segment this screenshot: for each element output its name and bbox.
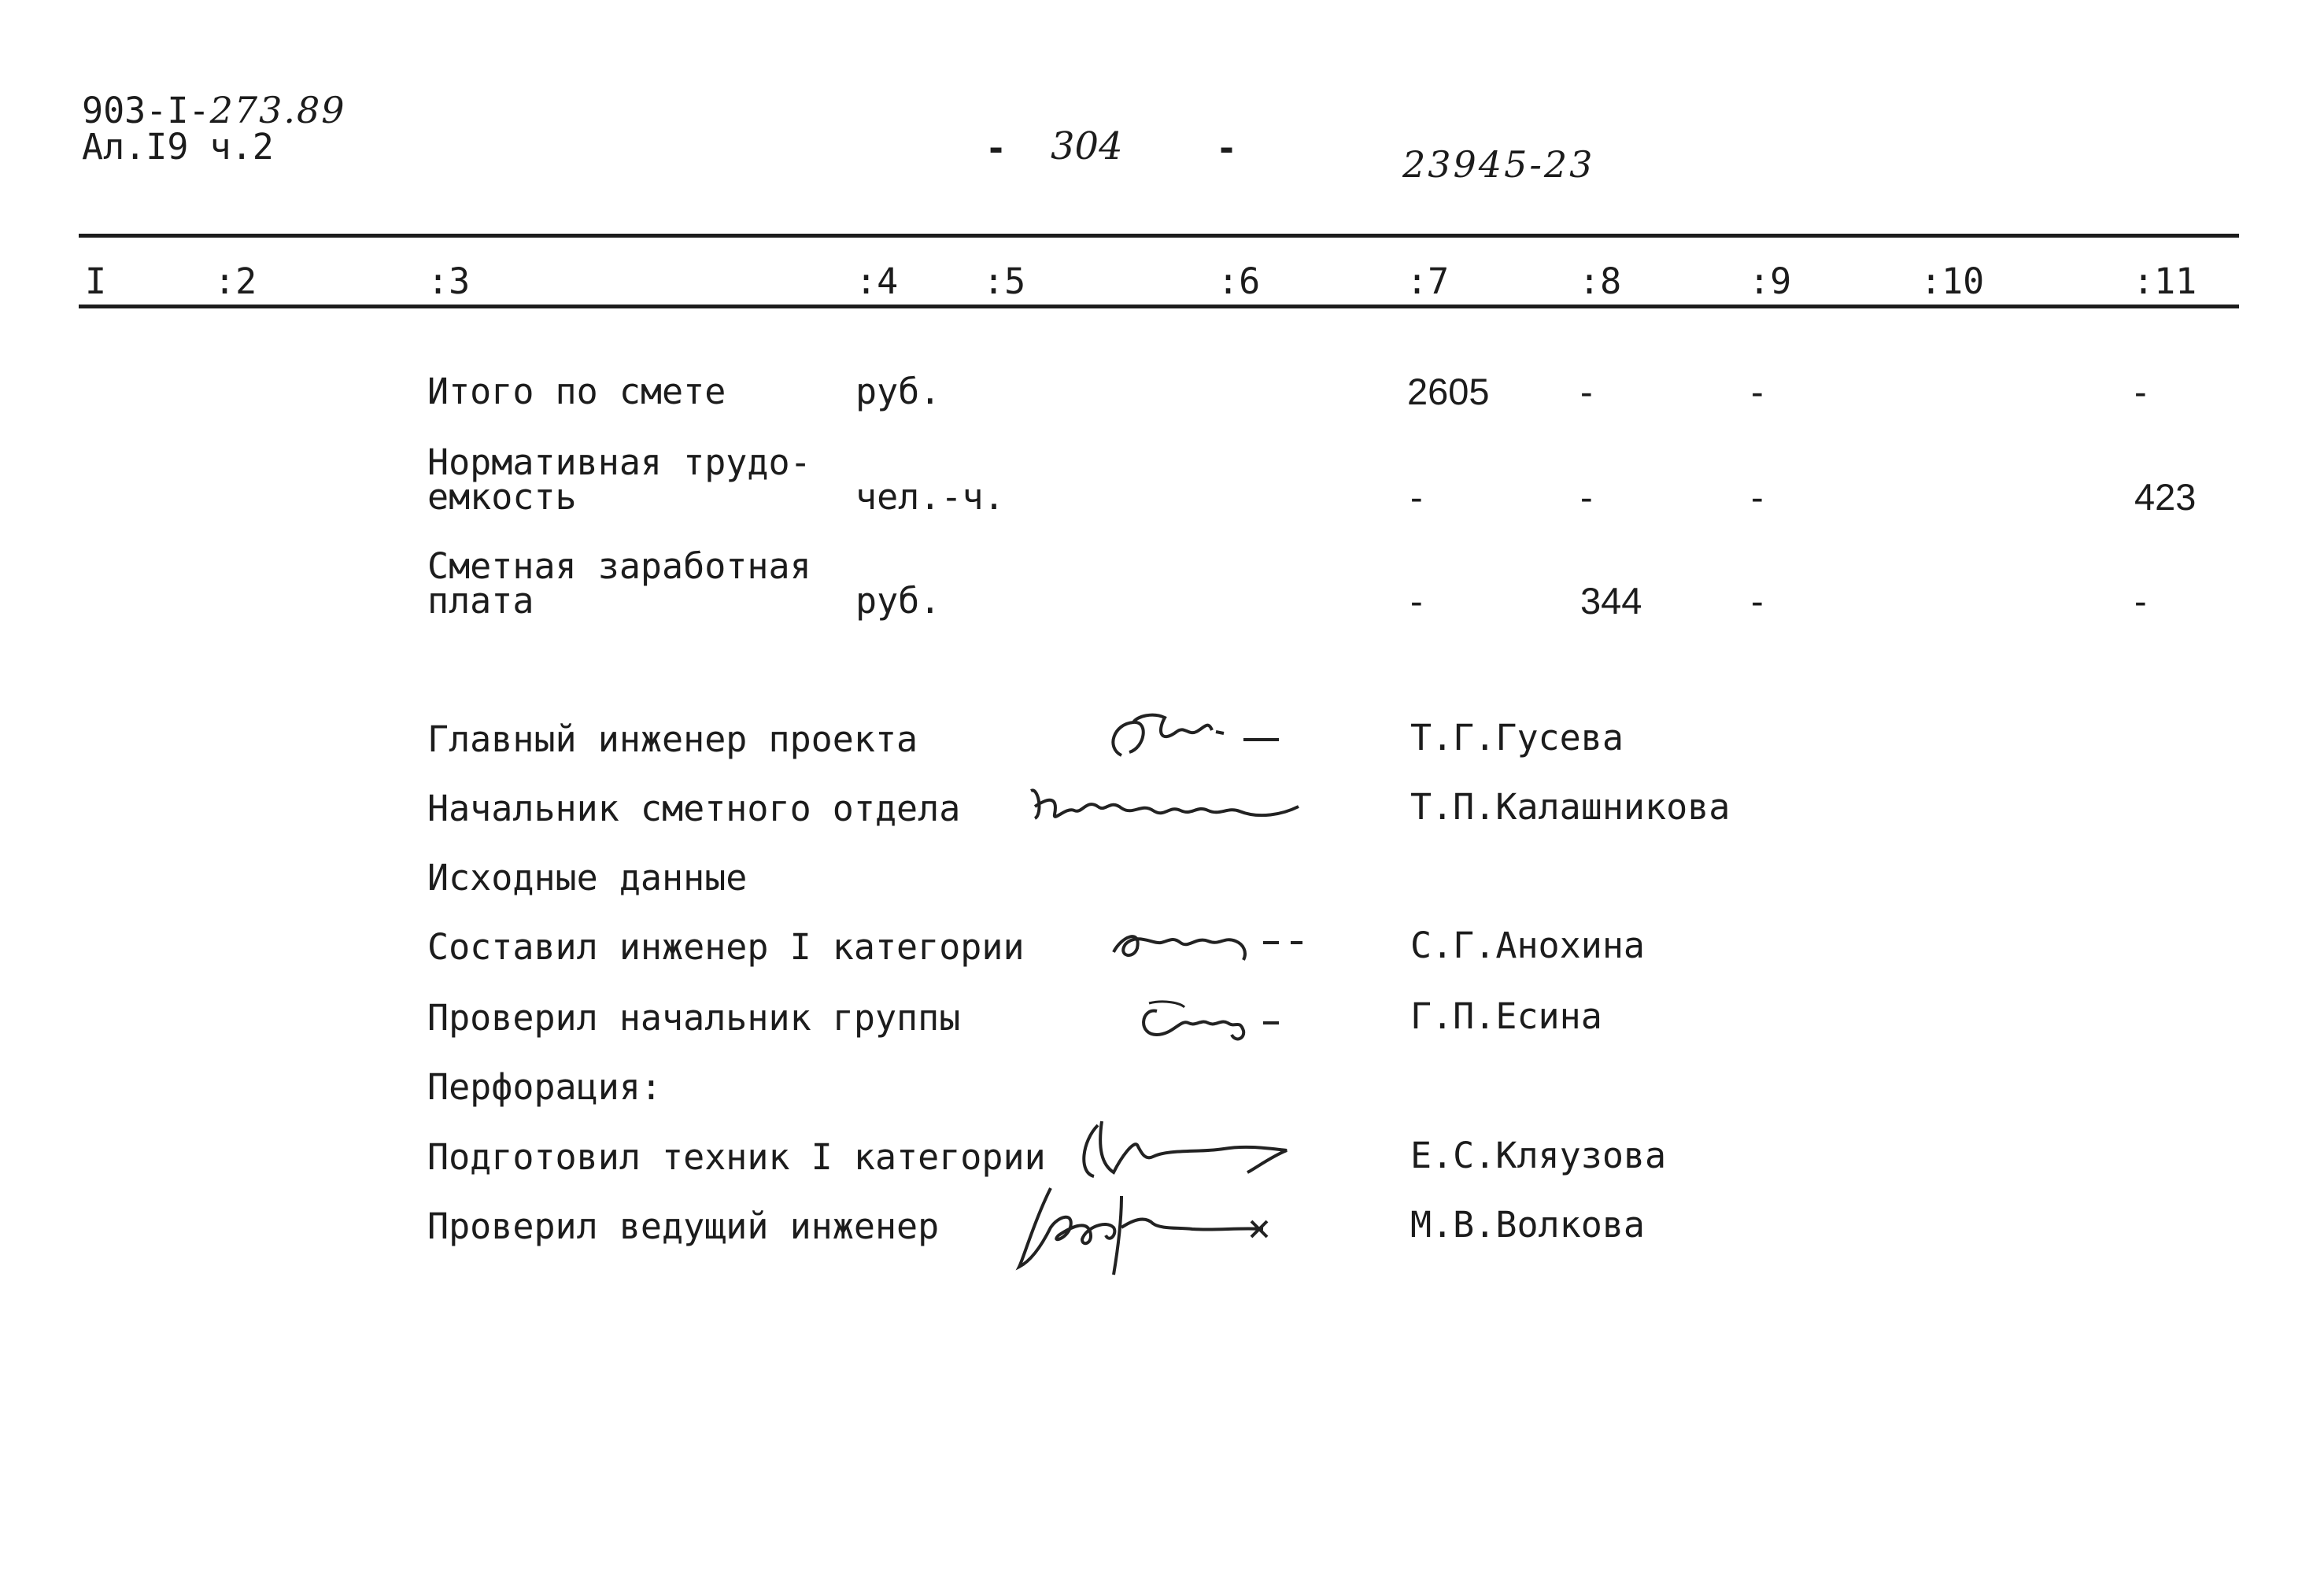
column-5: :5 xyxy=(983,260,1026,302)
column-2: :2 xyxy=(214,260,257,302)
handwritten-signature-estimates-head xyxy=(1023,775,1306,838)
column-11: :11 xyxy=(2133,260,2197,302)
row-total-col9: - xyxy=(1751,371,1764,412)
signature-role-estimates-head: Начальник сметного отдела xyxy=(427,788,961,829)
row-labor-col11: 423 xyxy=(2134,476,2197,518)
signature-role-chief-engineer: Главный инженер проекта xyxy=(427,718,918,760)
column-4: :4 xyxy=(855,260,899,302)
column-6: :6 xyxy=(1217,260,1261,302)
row-wage-col9: - xyxy=(1751,580,1764,622)
signature-role-technician: Подготовил техник I категории xyxy=(427,1136,1046,1178)
section-source-data: Исходные данные xyxy=(427,857,748,899)
row-wage-col8: 344 xyxy=(1580,580,1642,622)
inventory-number: 23945-23 xyxy=(1402,143,1595,186)
signature-name-estimates-head: Т.П.Калашникова xyxy=(1410,786,1731,828)
document-code-prefix: 903-I- xyxy=(82,90,210,131)
row-labor-label-line1: Нормативная трудо- xyxy=(427,441,811,483)
handwritten-signature-lead-engineer xyxy=(1003,1172,1318,1283)
signature-name-compiled: С.Г.Анохина xyxy=(1410,925,1646,966)
page-number: 304 xyxy=(1051,124,1123,168)
row-total-col11: - xyxy=(2134,371,2147,412)
row-labor-label-line2: емкость xyxy=(427,476,577,518)
page-dash-left: - xyxy=(985,127,1007,169)
header-rule-top xyxy=(79,234,2239,238)
signature-role-lead-engineer: Проверил ведущий инженер xyxy=(427,1205,940,1247)
signature-name-lead-engineer: М.В.Волкова xyxy=(1410,1204,1646,1246)
row-wage-col7: - xyxy=(1410,580,1423,622)
column-8: :8 xyxy=(1579,260,1622,302)
row-total-col8: - xyxy=(1580,371,1593,412)
section-perforation: Перфорация: xyxy=(427,1066,663,1108)
signature-role-compiled: Составил инженер I категории xyxy=(427,926,1025,968)
row-total-col7: 2605 xyxy=(1407,371,1490,412)
row-labor-col7: - xyxy=(1410,476,1423,518)
handwritten-signature-chief-engineer xyxy=(1090,700,1295,771)
row-labor-col9: - xyxy=(1751,476,1764,518)
signature-name-group-head: Г.П.Есина xyxy=(1410,995,1602,1037)
handwritten-signature-compiled xyxy=(1106,913,1310,968)
handwritten-signature-group-head xyxy=(1125,988,1299,1050)
row-labor-col8: - xyxy=(1580,476,1593,518)
row-total-unit: руб. xyxy=(855,371,941,412)
column-10: :10 xyxy=(1920,260,1985,302)
column-1: I xyxy=(85,260,107,302)
column-3: :3 xyxy=(427,260,471,302)
row-wage-unit: руб. xyxy=(855,580,941,622)
header-rule-bottom xyxy=(79,305,2239,308)
row-labor-unit: чел.-ч. xyxy=(855,476,1005,518)
row-wage-label-line2: плата xyxy=(427,580,534,622)
column-7: :7 xyxy=(1406,260,1450,302)
album-label: Ал.I9 ч.2 xyxy=(82,126,274,168)
row-wage-col11: - xyxy=(2134,580,2147,622)
row-total-label: Итого по смете xyxy=(427,371,726,412)
signature-name-technician: Е.С.Кляузова xyxy=(1410,1135,1667,1176)
document-code-handwritten: 273.89 xyxy=(209,89,346,131)
signature-role-group-head: Проверил начальник группы xyxy=(427,997,961,1039)
column-9: :9 xyxy=(1749,260,1792,302)
signature-name-chief-engineer: Т.Г.Гусева xyxy=(1410,717,1624,759)
page-dash-right: - xyxy=(1216,127,1238,169)
document-code xyxy=(82,91,346,130)
row-wage-label-line1: Сметная заработная xyxy=(427,545,811,587)
